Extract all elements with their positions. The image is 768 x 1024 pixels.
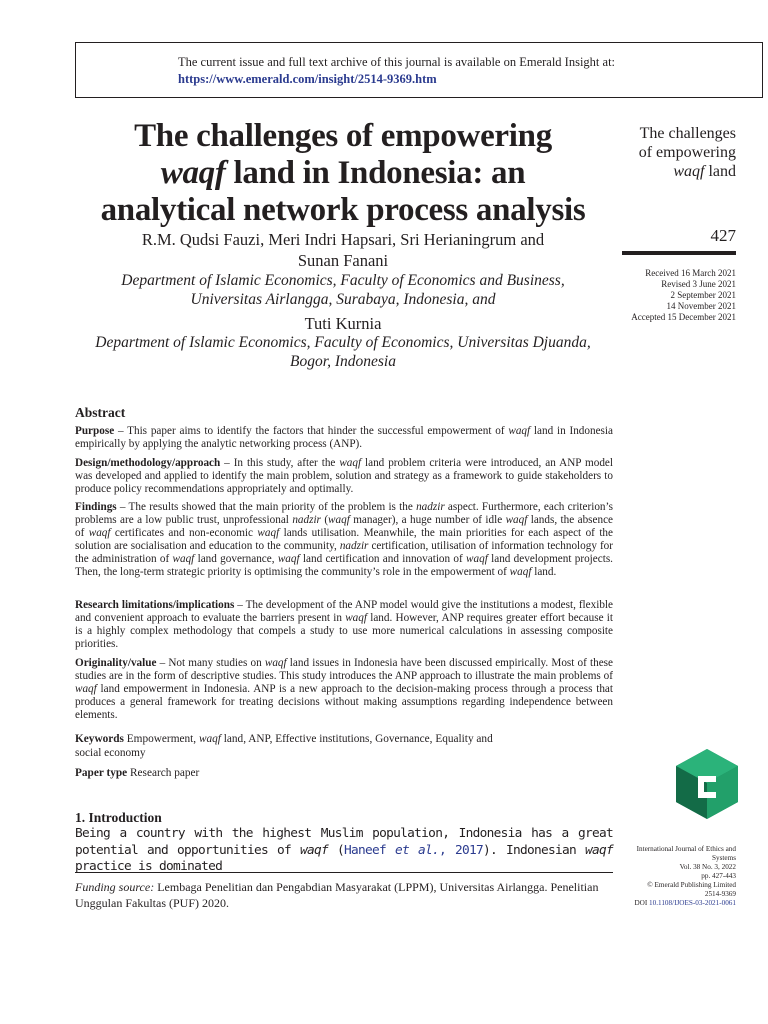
page-number-rule [622,251,736,255]
findings-label: Findings [75,501,117,513]
text: land. However, ANP requires greater effort because it is a highly complex methodology that compels a study to use more numerical calculations in assessing composite priorities. [75,611,613,650]
citation-etal: et al. [395,842,440,858]
term-waqf: waqf [466,552,488,565]
purpose-label: Purpose [75,425,115,437]
term-nadzir: nadzir [339,539,369,552]
text: Being a country with the highest Muslim population, Indonesia has a great potential and opportunities of [75,826,613,858]
paper-type-value: Research paper [127,767,200,779]
history-revised-2: 2 September 2021 [670,290,736,300]
text: land governance, [194,552,278,565]
affiliation-1-line-2: Universitas Airlangga, Surabaya, Indonesia, and [190,291,496,308]
page-number: 427 [710,226,736,245]
term-nadzir: nadzir [292,513,321,526]
text: certificates and non-economic [110,526,258,539]
term-waqf: waqf [328,513,350,526]
originality-label: Originality/value [75,657,157,669]
running-title-line-2: of empowering [638,144,736,161]
text: practice is dominated [75,859,223,874]
author-line-3: Tuti Kurnia [304,314,382,333]
text: land issues in Indonesia have been discussed empirically. Most of these studies are in the form of descriptive studies. This study introduces the ANP approach to illustrate the main problems of [75,657,613,682]
title-waqf-italic: waqf [160,155,226,191]
history-revised: Revised 3 June 2021 [661,279,736,289]
text: – The results showed that the main priority of the problem is the [116,501,417,513]
text: certification, utilisation of information technology for the administration of [75,539,613,565]
text: – In this study, after the [220,457,340,469]
archive-notice-box [75,42,763,98]
keywords [75,732,515,760]
journal-info [612,845,736,908]
history-accepted: Accepted 15 December 2021 [631,312,736,322]
text: land in Indonesia empirically by applying the analytic networking process (ANP). [75,425,613,450]
title-line-1: The challenges of empowering [134,118,552,154]
citation-author: Haneef [344,842,396,858]
term-waqf: waqf [257,526,280,539]
text: land problem criteria were introduced, an ANP model was developed and applied to identify the main problem, solution and strategy as a framework to guide stakeholders to produce policy recommendations appropriately and optimally. [75,457,613,495]
text: ). Indonesian [483,842,586,858]
term-waqf: waqf [509,565,532,578]
abstract-design [75,457,613,496]
text: aspect. Furthermore, each criterion’s problems are a low public trust, unprofessional [75,501,613,526]
journal-issn: 2514-9369 [704,890,736,898]
title-line-3: analytical network process analysis [100,192,586,228]
title-line-2: land in Indonesia: an [225,155,526,191]
journal-copyright: © Emerald Publishing Limited [647,881,736,889]
text: land, ANP, Effective institutions, Governance, Equality and social economy [75,733,493,759]
journal-name: International Journal of Ethics and Systems [636,845,736,862]
text: – Not many studies on [156,657,265,669]
term-waqf: waqf [277,552,300,565]
journal-volume: Vol. 38 No. 3, 2022 [679,863,736,871]
text: – This paper aims to identify the factors that hinder the successful empowerment of [114,425,509,437]
abstract-findings: Findings – The results showed that the main priority of the problem is the nadzir aspect. Furthermore, each criterion’s problems are a low public trust, unprofessional nadzir (waqf manager), a huge number of idle waqf lands, the absence of waqf certificates and non-economic waqf lands utilisation. Meanwhile, the main priorities for each aspect of the solution are socialisation and education to the community, nadzir certification, utilisation of information technology for the administration of waqf land governance, waqf land certification and innovation of waqf land development projects. Then, the long-term strategic priority is optimising the community’s role in the empowerment of waqf land. [75,501,614,578]
author-group-2 [62,313,624,334]
limitations-label: Research limitations/implications [75,599,235,611]
affiliation-2-line-1: Department of Islamic Economics, Faculty of Economics, Universitas Djuanda, [95,334,591,351]
design-label: Design/methodology/approach [75,457,221,469]
funding-footnote [75,880,613,911]
text: land certification and innovation of [299,552,467,565]
author-line-1: R.M. Qudsi Fauzi, Meri Indri Hapsari, Sri Herianingrum and [141,230,545,249]
term-waqf: waqf [198,733,221,745]
doi-label: DOI [634,899,650,907]
term-waqf: waqf [585,842,614,858]
text: ( [328,842,345,858]
term-waqf: waqf [339,457,362,469]
abstract-originality [75,657,613,722]
running-title-waqf: waqf [673,163,705,180]
text: – The development of the ANP model would give the institutions a modest, flexible and convenient approach to evaluate the barriers present in [75,599,613,624]
paper-type-label: Paper type [75,767,128,779]
paper-type [75,767,199,779]
abstract-purpose [75,425,613,451]
affiliation-2-line-2: Bogor, Indonesia [290,353,396,370]
term-waqf: waqf [345,611,367,624]
citation-year: , 2017 [439,842,484,858]
introduction-heading: 1. Introduction [75,810,162,825]
paper-title [62,118,624,229]
term-waqf: waqf [508,425,531,437]
text: manager), a huge number of idle [349,513,506,526]
citation-link[interactable] [344,843,483,858]
term-waqf: waqf [300,842,329,858]
doi-link[interactable]: 10.1108/IJOES-03-2021-0061 [649,899,736,907]
text: land development projects. Then, the long-term strategic priority is optimising the community’s role in the empowerment of [75,552,613,578]
abstract-limitations [75,599,613,651]
funding-text: Lembaga Penelitian dan Pengabdian Masyarakat (LPPM), Universitas Airlangga. Penelitian Unggulan Fakultas (PUF) 2020. [75,880,599,910]
keywords-label: Keywords [75,733,124,745]
term-waqf: waqf [172,552,195,565]
running-title-line-3: land [704,163,736,180]
journal-pages: pp. 427-443 [701,872,736,880]
affiliation-1 [62,271,624,309]
author-line-2: Sunan Fanani [297,251,389,270]
term-waqf: waqf [75,682,97,695]
text: lands, the absence of [75,513,614,539]
text: lands utilisation. Meanwhile, the main priorities for each aspect of the solution are socialisation and education to the community, [75,526,613,552]
term-waqf: waqf [505,513,528,526]
journal-doi [612,899,736,908]
archive-url-link[interactable]: https://www.emerald.com/insight/2514-9369.htm [178,72,437,86]
term-waqf: waqf [264,657,287,669]
text: land. [531,565,557,578]
author-group-1 [62,229,624,271]
term-nadzir: nadzir [416,501,445,513]
affiliation-2 [62,333,624,371]
running-title [612,124,736,181]
article-history [600,268,736,323]
text: land empowerment in Indonesia. ANP is a new approach to the decision-making process through a process that produces a general framework for treating decisions without making assumptions regarding independence between elements. [75,682,613,721]
history-received: Received 16 March 2021 [645,268,736,278]
history-revised-3: 14 November 2021 [666,301,736,311]
abstract-heading: Abstract [75,405,126,420]
introduction-text [75,826,613,876]
affiliation-1-line-1: Department of Islamic Economics, Faculty of Economics and Business, [121,272,565,289]
funding-label: Funding source: [75,880,155,894]
term-waqf: waqf [88,526,111,539]
footnote-rule [75,872,613,873]
text: Empowerment, [123,733,199,745]
archive-notice-text: The current issue and full text archive of this journal is available on Emerald Insight at: [178,55,616,69]
running-title-line-1: The challenges [639,125,736,142]
emerald-logo-icon [676,749,738,819]
